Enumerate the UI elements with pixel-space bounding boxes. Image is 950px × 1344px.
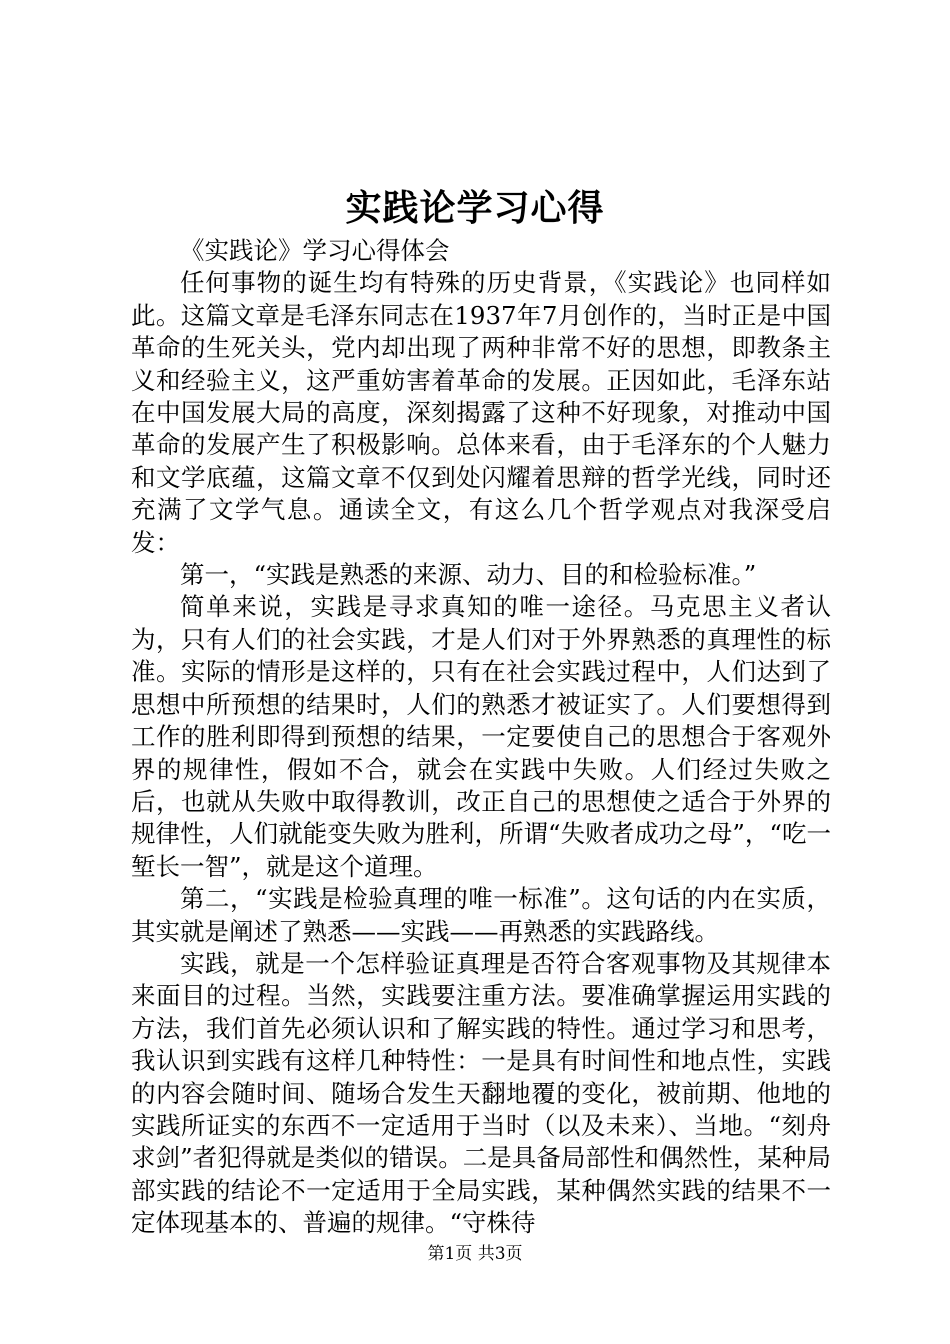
point-heading-paragraph: 第一，“实践是熟悉的来源、动力、目的和检验标准。” bbox=[180, 560, 757, 590]
subtitle-paragraph: 《实践论》学习心得体会 bbox=[180, 236, 450, 265]
body-paragraph: 任何事物的诞生均有特殊的历史背景，《实践论》也同样如此。这篇文章是毛泽东同志在1937年7月创作的，当时正是中国革命的生死关头，党内却出现了两种非常不好的思想，即教条主义和经验主义，这严重妨害着革命的发展。正因如此，毛泽东站在中国发展大局的高度，深刻揭露了这种不好现象，对推动中国革命的发展产生了积极影响。总体来看，由于毛泽东的个人魅力和文学底蕴，这篇文章不仅到处闪耀着思辩的哲学光线，同时还充满了文学气息。通读全文，有这么几个哲学观点对我深受启发： bbox=[131, 268, 831, 557]
page-footer: 第1页 共3页 bbox=[427, 1244, 523, 1264]
page-title: 实践论学习心得 bbox=[345, 187, 605, 229]
body-paragraph: 简单来说，实践是寻求真知的唯一途径。马克思主义者认为，只有人们的社会实践，才是人们对于外界熟悉的真理性的标准。实际的情形是这样的，只有在社会实践过程中，人们达到了思想中所预想的结果时，人们的熟悉才被证实了。人们要想得到工作的胜利即得到预想的结果，一定要使自己的思想合于客观外界的规律性，假如不合，就会在实践中失败。人们经过失败之后，也就从失败中取得教训，改正自己的思想使之适合于外界的规律性，人们就能变失败为胜利，所谓“失败者成功之母”，“吃一堑长一智”，就是这个道理。 bbox=[131, 592, 831, 881]
body-paragraph: 实践，就是一个怎样验证真理是否符合客观事物及其规律本来面目的过程。当然，实践要注重方法。要准确掌握运用实践的方法，我们首先必须认识和了解实践的特性。通过学习和思考，我认识到实践有这样几种特性：一是具有时间性和地点性，实践的内容会随时间、随场合发生天翻地覆的变化，被前期、他地的实践所证实的东西不一定适用于当时（以及未来）、当地。“刻舟求剑”者犯得就是类似的错误。二是具备局部性和偶然性，某种局部实践的结论不一定适用于全局实践，某种偶然实践的结果不一定体现基本的、普遍的规律。“守株待 bbox=[131, 948, 831, 1238]
point-heading-paragraph: 第二，“实践是检验真理的唯一标准”。这句话的内在实质，其实就是阐述了熟悉——实践——再熟悉的实践路线。 bbox=[131, 884, 831, 946]
document-body bbox=[131, 235, 831, 1240]
